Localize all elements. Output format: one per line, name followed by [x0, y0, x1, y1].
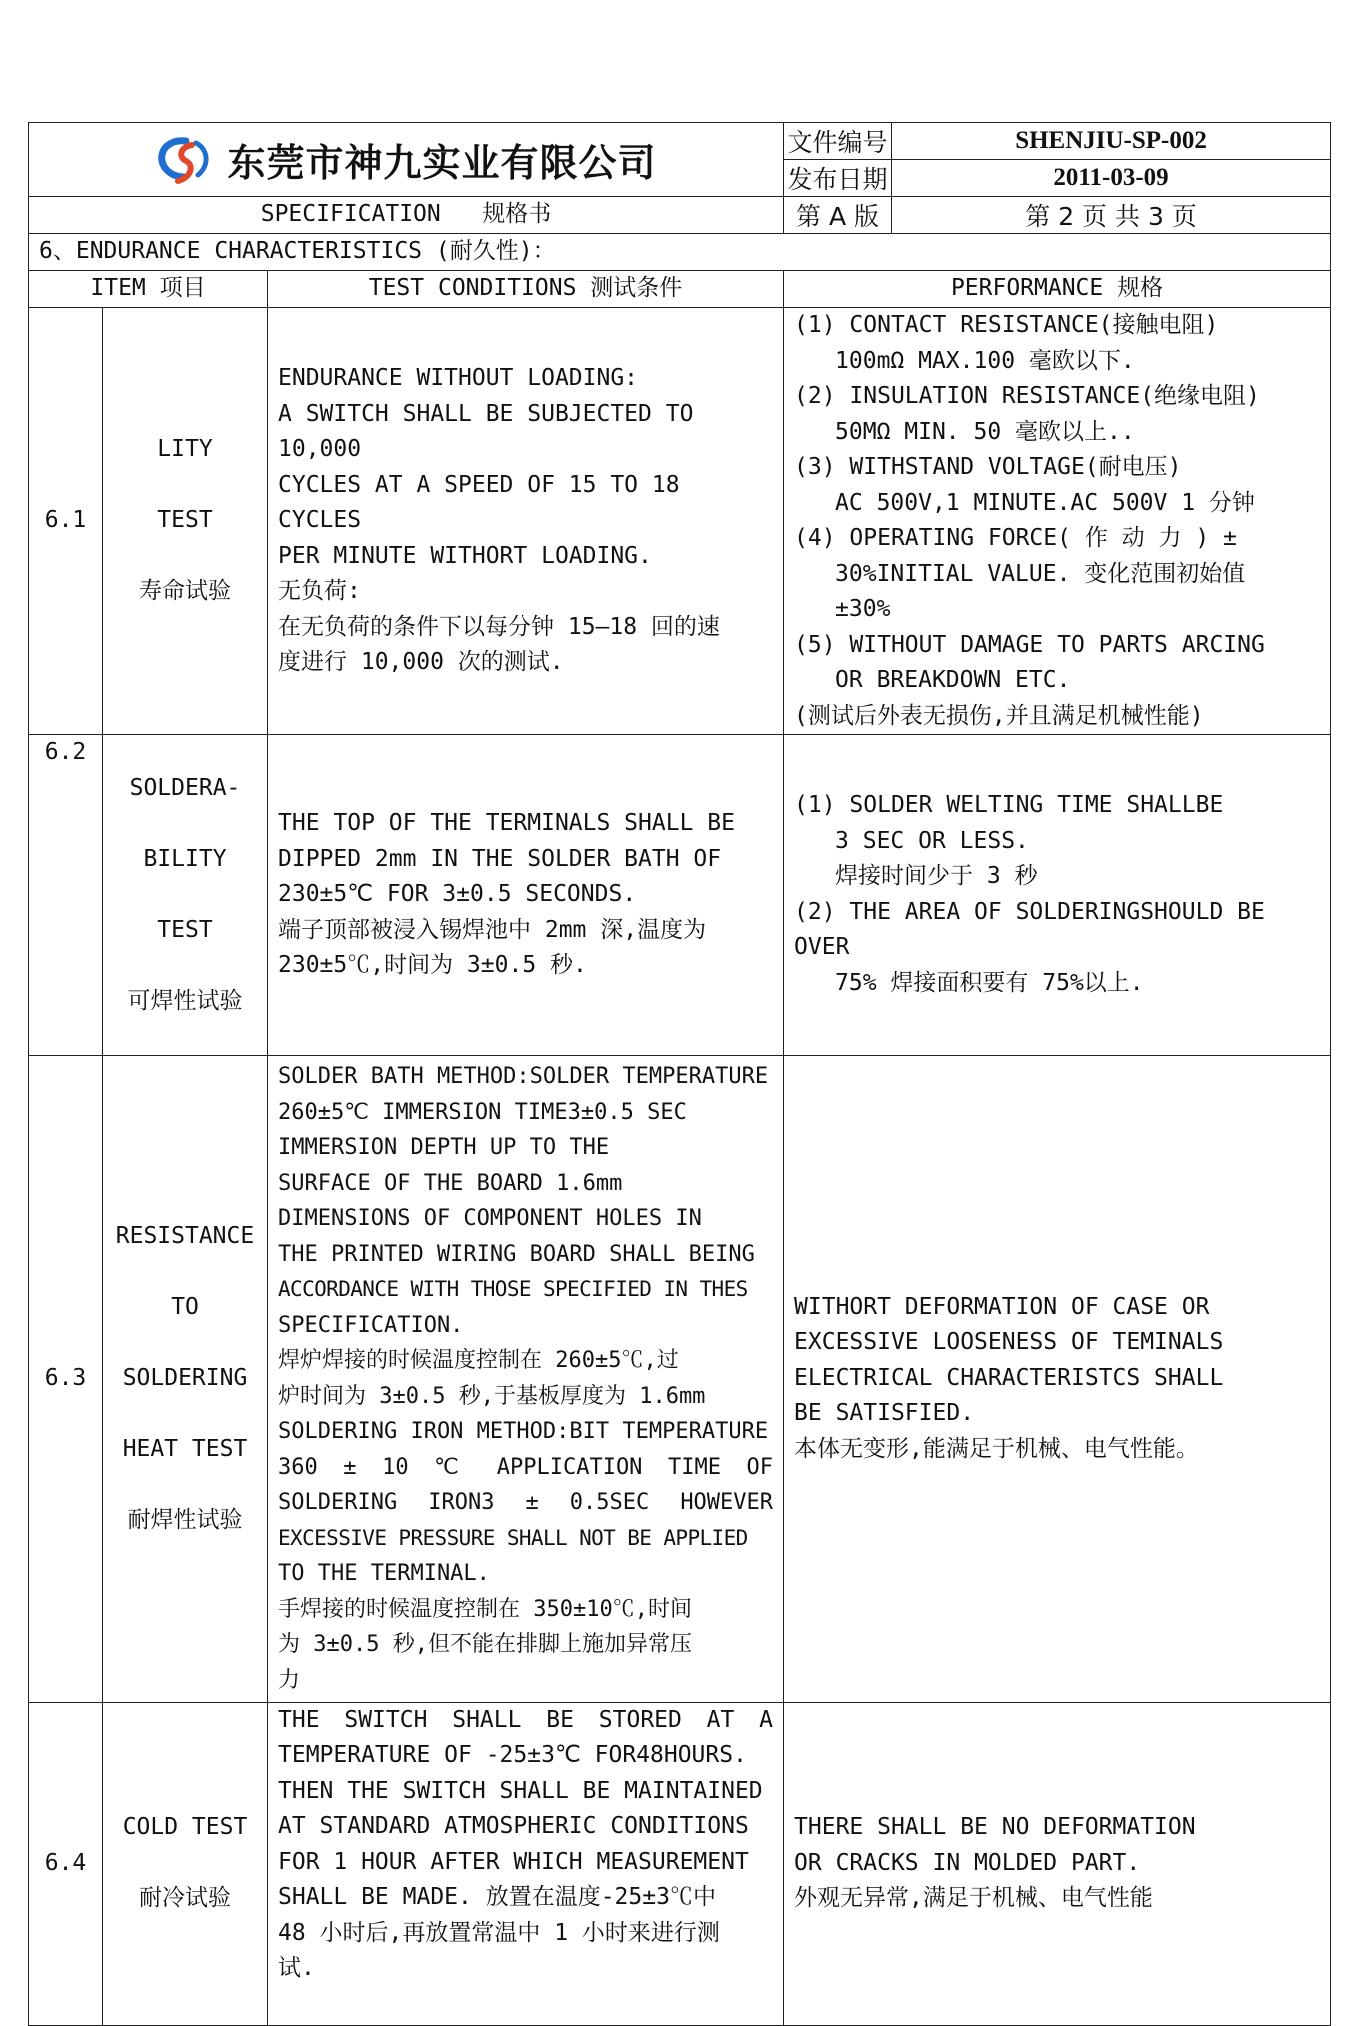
condition-line: ACCORDANCE WITH THOSE SPECIFIED IN THES [278, 1277, 748, 1301]
section-title: 6、ENDURANCE CHARACTERISTICS (耐久性)： [29, 234, 1331, 271]
table-row [29, 1055, 1331, 1702]
performance-line: ±30% [835, 596, 891, 622]
item-line: SOLDERA- [129, 774, 241, 801]
condition-line: 在无负荷的条件下以每分钟 15—18 回的速 [278, 613, 720, 640]
condition-line: SOLDERING IRON3 ± 0.5SEC HOWEVER [278, 1490, 774, 1515]
condition-line: DIPPED 2mm IN THE SOLDER BATH OF [278, 845, 722, 872]
row-number: 6.2 [29, 735, 103, 1056]
condition-line: 为 3±0.5 秒,但不能在排脚上施加异常压 [278, 1632, 692, 1657]
performance-line: ELECTRICAL CHARACTERISTCS SHALL [794, 1364, 1224, 1391]
condition-line: 炉时间为 3±0.5 秒,于基板厚度为 1.6mm [278, 1383, 706, 1409]
col-header-conditions: TEST CONDITIONS 测试条件 [268, 271, 784, 308]
performance-line: (测试后外表无损伤,并且满足机械性能) [794, 702, 1204, 729]
item-line: 寿命试验 [139, 578, 231, 605]
spec-title: SPECIFICATION 规格书 [29, 197, 784, 234]
condition-line: TEMPERATURE OF -25±3℃ FOR48HOURS. [278, 1742, 747, 1768]
company-header [29, 123, 784, 197]
condition-line: 260±5℃ IMMERSION TIME3±0.5 SEC [278, 1099, 687, 1125]
date-label: 发布日期 [784, 160, 892, 197]
item-line: TEST [157, 916, 213, 943]
performance-line: (5) WITHOUT DAMAGE TO PARTS ARCING [794, 631, 1265, 658]
performance-line: 30%INITIAL VALUE. 变化范围初始值 [835, 560, 1246, 587]
performance-line: (1) CONTACT RESISTANCE(接触电阻) [794, 312, 1219, 338]
condition-line: PER MINUTE WITHORT LOADING. [278, 542, 652, 569]
performance-line: WITHORT DEFORMATION OF CASE OR [794, 1293, 1210, 1320]
performance-line: (4) OPERATING FORCE( 作 动 力 ) ± [794, 525, 1237, 551]
item-name [103, 735, 268, 1056]
condition-line: AT STANDARD ATMOSPHERIC CONDITIONS [278, 1813, 749, 1839]
item-name [103, 308, 268, 735]
test-conditions [268, 308, 784, 735]
doc-no: SHENJIU-SP-002 [892, 123, 1331, 160]
item-line: TEST [157, 507, 213, 534]
condition-line: 端子顶部被浸入锡焊池中 2mm 深,温度为 [278, 916, 707, 943]
test-conditions [268, 735, 784, 1056]
condition-line: THE PRINTED WIRING BOARD SHALL BEING [278, 1241, 755, 1267]
item-line: RESISTANCE [115, 1222, 255, 1249]
performance-line: EXCESSIVE LOOSENESS OF TEMINALS [794, 1329, 1224, 1356]
item-line: SOLDERING [122, 1364, 248, 1391]
spec-sheet [28, 122, 1330, 2026]
performance-line: 3 SEC OR LESS. [835, 827, 1029, 854]
condition-line: TO THE TERMINAL. [278, 1561, 490, 1586]
condition-line: 力 [278, 1667, 301, 1693]
page-number: 第 2 页 共 3 页 [892, 197, 1331, 234]
item-line: COLD TEST [122, 1814, 248, 1841]
condition-line: 360 ± 10 ℃ APPLICATION TIME OF [278, 1454, 774, 1480]
performance-line: 外观无异常,满足于机械、电气性能 [794, 1885, 1153, 1912]
col-header-item: ITEM 项目 [29, 271, 268, 308]
item-line: 可焊性试验 [127, 987, 243, 1014]
condition-line: A SWITCH SHALL BE SUBJECTED TO 10,000 [278, 400, 694, 463]
performance-line: 焊接时间少于 3 秒 [835, 863, 1038, 890]
performance-line: BE SATISFIED. [794, 1400, 975, 1427]
performance [784, 1055, 1331, 1702]
table-row [29, 1702, 1331, 2025]
condition-line: ENDURANCE WITHOUT LOADING: [278, 365, 639, 392]
performance [784, 308, 1331, 735]
condition-line: SOLDER BATH METHOD:SOLDER TEMPERATURE [278, 1064, 769, 1089]
performance [784, 735, 1331, 1056]
spec-table [28, 122, 1331, 2026]
row-number: 6.3 [29, 1055, 103, 1702]
condition-line: FOR 1 HOUR AFTER WHICH MEASUREMENT [278, 1848, 749, 1875]
condition-line: 48 小时后,再放置常温中 1 小时来进行测 [278, 1919, 720, 1946]
item-line: TO [171, 1293, 199, 1320]
performance-line: (2) THE AREA OF SOLDERINGSHOULD BE OVER [794, 898, 1265, 961]
performance-line: 本体无变形,能满足于机械、电气性能。 [794, 1435, 1199, 1462]
company-logo-icon [156, 135, 214, 185]
performance-line: AC 500V,1 MINUTE.AC 500V 1 分钟 [835, 489, 1255, 516]
condition-line: SOLDERING IRON METHOD:BIT TEMPERATURE [278, 1419, 769, 1444]
performance-line: OR CRACKS IN MOLDED PART. [794, 1849, 1141, 1876]
condition-line: CYCLES AT A SPEED OF 15 TO 18 CYCLES [278, 471, 680, 534]
performance-line: (3) WITHSTAND VOLTAGE(耐电压) [794, 454, 1182, 480]
issue-date: 2011-03-09 [892, 160, 1331, 197]
item-line: 耐冷试验 [139, 1885, 231, 1912]
version: 第 A 版 [784, 197, 892, 234]
performance-line: 100mΩ MAX.100 毫欧以下. [835, 347, 1135, 374]
condition-line: 手焊接的时候温度控制在 350±10℃,时间 [278, 1596, 692, 1622]
performance-line: (1) SOLDER WELTING TIME SHALLBE [794, 792, 1224, 819]
test-conditions [268, 1702, 784, 2025]
item-name [103, 1702, 268, 2025]
item-line: 耐焊性试验 [127, 1506, 243, 1533]
row-number: 6.1 [29, 308, 103, 735]
performance-line: OR BREAKDOWN ETC. [835, 667, 1071, 693]
condition-line: 230±5℃,时间为 3±0.5 秒. [278, 952, 587, 978]
item-line: BILITY [143, 845, 227, 872]
col-header-performance: PERFORMANCE 规格 [784, 271, 1331, 308]
condition-line: SURFACE OF THE BOARD 1.6mm [278, 1170, 623, 1196]
company-name: 东莞市神九实业有限公司 [227, 141, 657, 185]
doc-no-label: 文件编号 [784, 123, 892, 160]
condition-line: IMMERSION DEPTH UP TO THE [278, 1135, 610, 1160]
table-row [29, 735, 1331, 1056]
test-conditions [268, 1055, 784, 1702]
item-line: HEAT TEST [122, 1435, 248, 1462]
condition-line: 230±5℃ FOR 3±0.5 SECONDS. [278, 881, 637, 907]
item-name [103, 1055, 268, 1702]
condition-line: SPECIFICATION. [278, 1312, 464, 1338]
condition-line: THE SWITCH SHALL BE STORED AT A [278, 1706, 774, 1733]
condition-line: 试. [278, 1955, 315, 1981]
condition-line: SHALL BE MADE. 放置在温度-25±3℃中 [278, 1884, 716, 1910]
condition-line: 度进行 10,000 次的测试. [278, 649, 564, 676]
condition-line: DIMENSIONS OF COMPONENT HOLES IN [278, 1206, 702, 1231]
performance-line: THERE SHALL BE NO DEFORMATION [794, 1814, 1196, 1841]
row-number: 6.4 [29, 1702, 103, 2025]
condition-line: THE TOP OF THE TERMINALS SHALL BE [278, 810, 735, 836]
item-line: LITY [157, 436, 213, 463]
condition-line: THEN THE SWITCH SHALL BE MAINTAINED [278, 1777, 763, 1804]
performance-line: 50MΩ MIN. 50 毫欧以上.. [835, 418, 1135, 445]
performance-line: (2) INSULATION RESISTANCE(绝缘电阻) [794, 383, 1260, 409]
performance-line: 75% 焊接面积要有 75%以上. [835, 969, 1144, 996]
condition-line: EXCESSIVE PRESSURE SHALL NOT BE APPLIED [278, 1525, 748, 1550]
condition-line: 焊炉焊接的时候温度控制在 260±5℃,过 [278, 1348, 679, 1373]
table-row [29, 308, 1331, 735]
condition-line: 无负荷: [278, 578, 361, 605]
performance [784, 1702, 1331, 2025]
